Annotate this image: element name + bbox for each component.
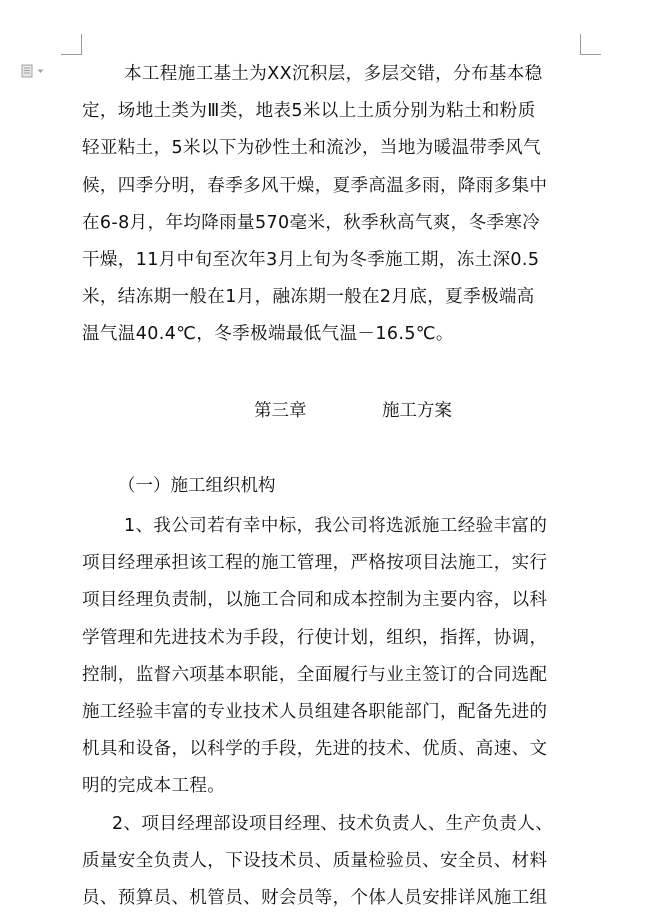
margin-corner-mark-top-left (61, 34, 82, 55)
margin-corner-mark-top-right (580, 34, 601, 55)
text-line: 本工程施工基土为XX沉积层，多层交错，分布基本稳 (124, 64, 543, 84)
text-line: 控制，监督六项基本职能，全面履行与业主签订的合同选配 (82, 664, 548, 685)
text-line: 机具和设备，以科学的手段，先进的技术、优质、高速、文 (82, 739, 548, 760)
paragraph-site-conditions (82, 56, 582, 354)
text-line: 候，四季分明，春季多风干燥，夏季高温多雨，降雨多集中 (82, 175, 548, 196)
text-line: 员、预算员、机管员、财会员等，个体人员安排详风施工组 (82, 888, 548, 909)
chapter-title: 施工方案 (382, 401, 452, 421)
text-line: 温气温40.4℃，冬季极端最低气温－16.5℃。 (82, 324, 454, 345)
text-line: 1、我公司若有幸中标，我公司将选派施工经验丰富的 (124, 516, 548, 536)
text-line: 明的完成本工程。 (82, 776, 226, 797)
text-line: 施工经验丰富的专业技术人员组建各职能部门，配备先进的 (82, 701, 548, 722)
paragraph-project-department (82, 806, 582, 918)
text-line: 米，结冻期一般在1月，融冻期一般在2月底，夏季极端高 (82, 287, 535, 308)
section-heading: （一）施工组织机构 (118, 476, 276, 496)
paragraph-organization (82, 508, 582, 806)
document-icon (20, 64, 34, 78)
text-line: 定，场地土类为Ⅲ类，地表5米以上土质分别为粘土和粉质 (82, 101, 536, 122)
text-line: 2、项目经理部设项目经理、技术负责人、生产负责人、 (112, 814, 554, 834)
chevron-down-icon (37, 69, 44, 74)
text-line: 轻亚粘土，5米以下为砂性土和流沙，当地为暖温带季风气 (82, 138, 542, 159)
text-line: 在6-8月，年均降雨量570毫米，秋季秋高气爽，冬季寒冷 (82, 212, 541, 233)
text-line: 干燥，11月中旬至次年3月上旬为冬季施工期，冻土深0.5 (82, 249, 540, 270)
chapter-number: 第三章 (254, 401, 307, 421)
paragraph-options-button[interactable] (20, 64, 50, 78)
text-line: 学管理和先进技术为手段，行使计划，组织，指挥，协调， (82, 627, 548, 648)
text-line: 项目经理负责制，以施工合同和成本控制为主要内容，以科 (82, 590, 548, 611)
text-line: 项目经理承担该工程的施工管理，严格按项目法施工，实行 (82, 553, 548, 574)
text-line: 质量安全负责人，下设技术员、质量检验员、安全员、材料 (82, 851, 548, 872)
